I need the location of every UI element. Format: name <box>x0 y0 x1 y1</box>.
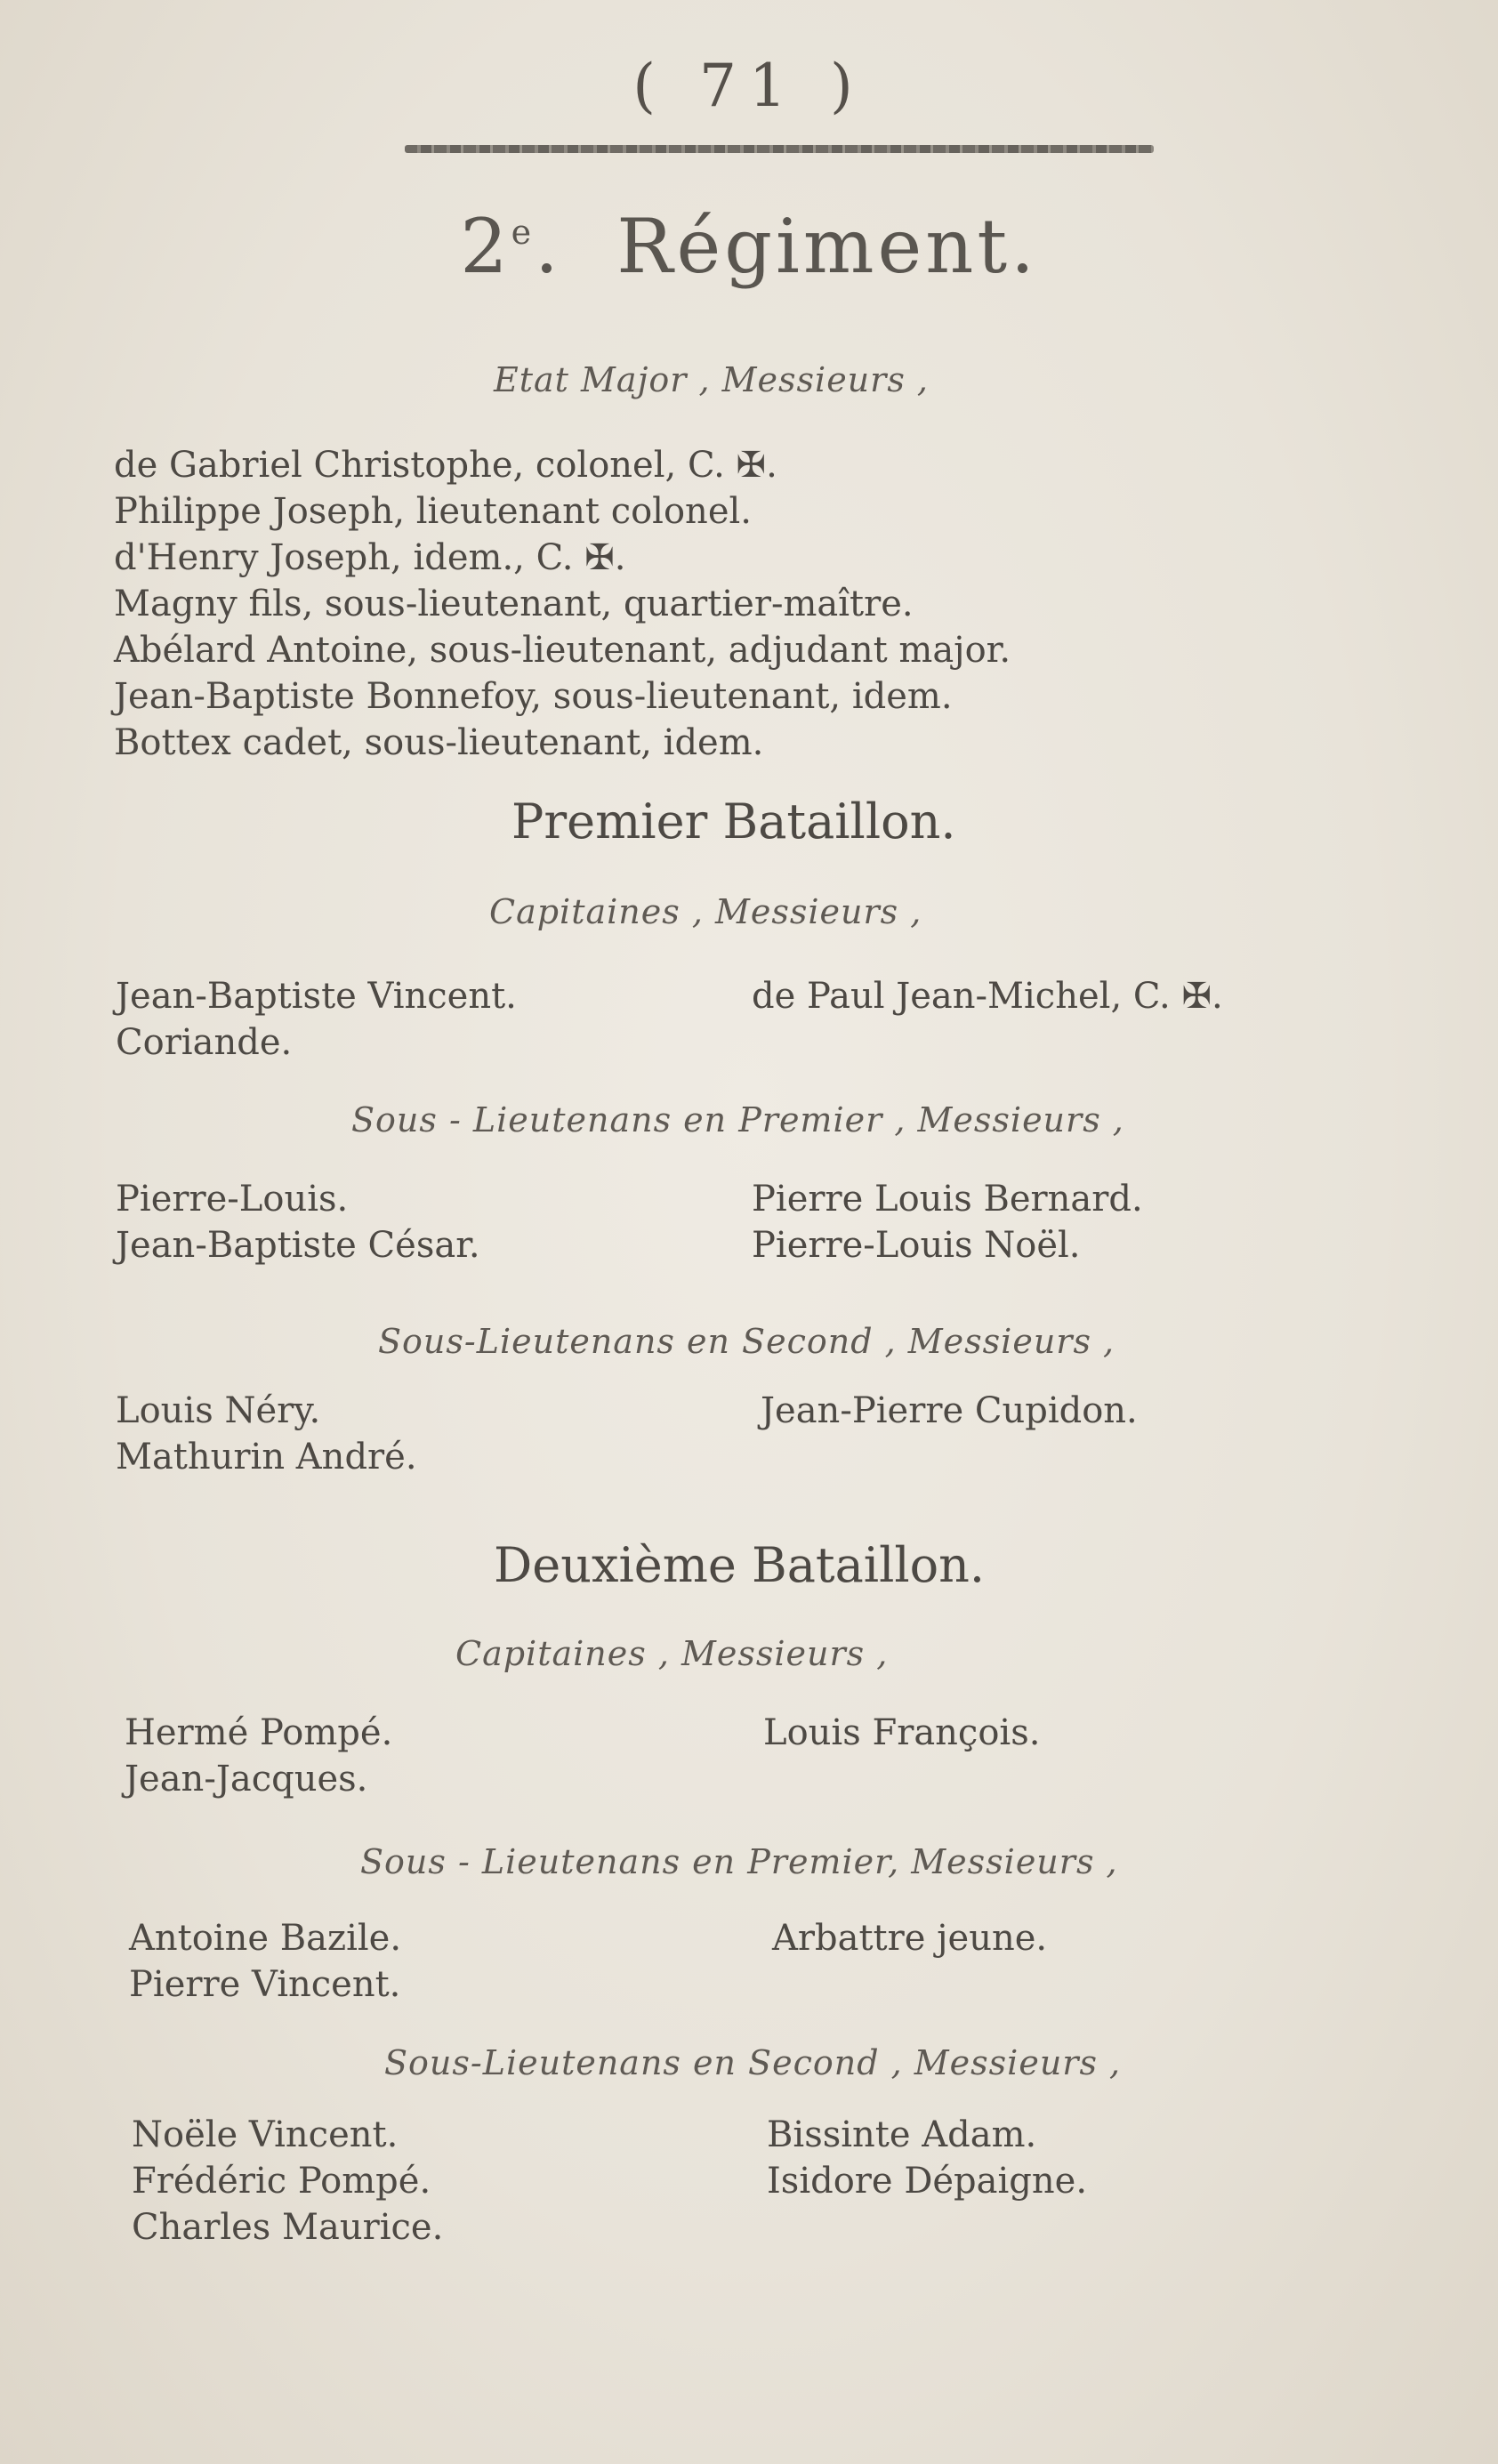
capitaine-left: Jean-Baptiste Vincent. <box>116 976 517 1017</box>
etat-major-line: Philippe Joseph, lieutenant colonel. <box>114 491 752 532</box>
sous-lt-left: Pierre-Louis. <box>116 1179 349 1220</box>
sous-lt-second-heading: Sous-Lieutenans en Second , Messieurs , <box>384 2043 1122 2082</box>
capitaines-heading: Capitaines , Messieurs , <box>489 892 922 931</box>
etat-major-line: de Gabriel Christophe, colonel, C. ✠. <box>114 445 777 486</box>
sous-lt-left: Noële Vincent. <box>132 2114 399 2155</box>
sous-lt-right: Isidore Dépaigne. <box>767 2161 1088 2202</box>
sous-lt-left: Charles Maurice. <box>132 2207 444 2248</box>
page-number: ( 71 ) <box>632 52 866 120</box>
sous-lt-right: Pierre-Louis Noël. <box>752 1225 1081 1266</box>
sous-lt-right: Pierre Louis Bernard. <box>752 1179 1143 1220</box>
sous-lt-left: Mathurin André. <box>116 1437 417 1478</box>
capitaine-left: Coriande. <box>116 1022 293 1063</box>
etat-major-line: Abélard Antoine, sous-lieutenant, adjudant major. <box>114 630 1011 671</box>
sous-lt-left: Louis Néry. <box>116 1390 321 1431</box>
etat-major-line: d'Henry Joseph, idem., C. ✠. <box>114 537 626 578</box>
sous-lt-left: Pierre Vincent. <box>129 1964 401 2005</box>
sous-lt-right: Jean-Pierre Cupidon. <box>761 1390 1138 1431</box>
sous-lt-left: Antoine Bazile. <box>129 1918 402 1959</box>
ornamental-rule <box>405 145 1154 153</box>
deuxieme-bataillon-heading: Deuxième Bataillon. <box>494 1537 986 1593</box>
title-ordinal: 2 <box>460 203 511 290</box>
etat-major-heading: Etat Major , Messieurs , <box>494 360 929 399</box>
capitaine-left: Hermé Pompé. <box>125 1712 393 1753</box>
title-ordinal-suffix: e <box>511 213 536 252</box>
title-text: Régiment. <box>616 203 1038 290</box>
page-title: 2e. Régiment. <box>460 203 1038 290</box>
capitaine-right: de Paul Jean-Michel, C. ✠. <box>752 976 1223 1017</box>
sous-lt-premier-heading: Sous - Lieutenans en Premier , Messieurs , <box>351 1100 1124 1139</box>
sous-lt-right: Arbattre jeune. <box>772 1918 1048 1959</box>
etat-major-line: Bottex cadet, sous-lieutenant, idem. <box>114 722 764 763</box>
capitaines-heading: Capitaines , Messieurs , <box>455 1634 889 1673</box>
etat-major-line: Jean-Baptiste Bonnefoy, sous-lieutenant, idem. <box>114 676 953 717</box>
sous-lt-premier-heading: Sous - Lieutenans en Premier, Messieurs , <box>360 1842 1118 1881</box>
sous-lt-second-heading: Sous-Lieutenans en Second , Messieurs , <box>378 1322 1115 1361</box>
sous-lt-right: Bissinte Adam. <box>767 2114 1037 2155</box>
etat-major-line: Magny fils, sous-lieutenant, quartier-maître. <box>114 584 914 624</box>
capitaine-right: Louis François. <box>763 1712 1041 1753</box>
capitaine-left: Jean-Jacques. <box>125 1759 368 1800</box>
sous-lt-left: Frédéric Pompé. <box>132 2161 431 2202</box>
sous-lt-left: Jean-Baptiste César. <box>116 1225 480 1266</box>
premier-bataillon-heading: Premier Bataillon. <box>511 793 956 850</box>
